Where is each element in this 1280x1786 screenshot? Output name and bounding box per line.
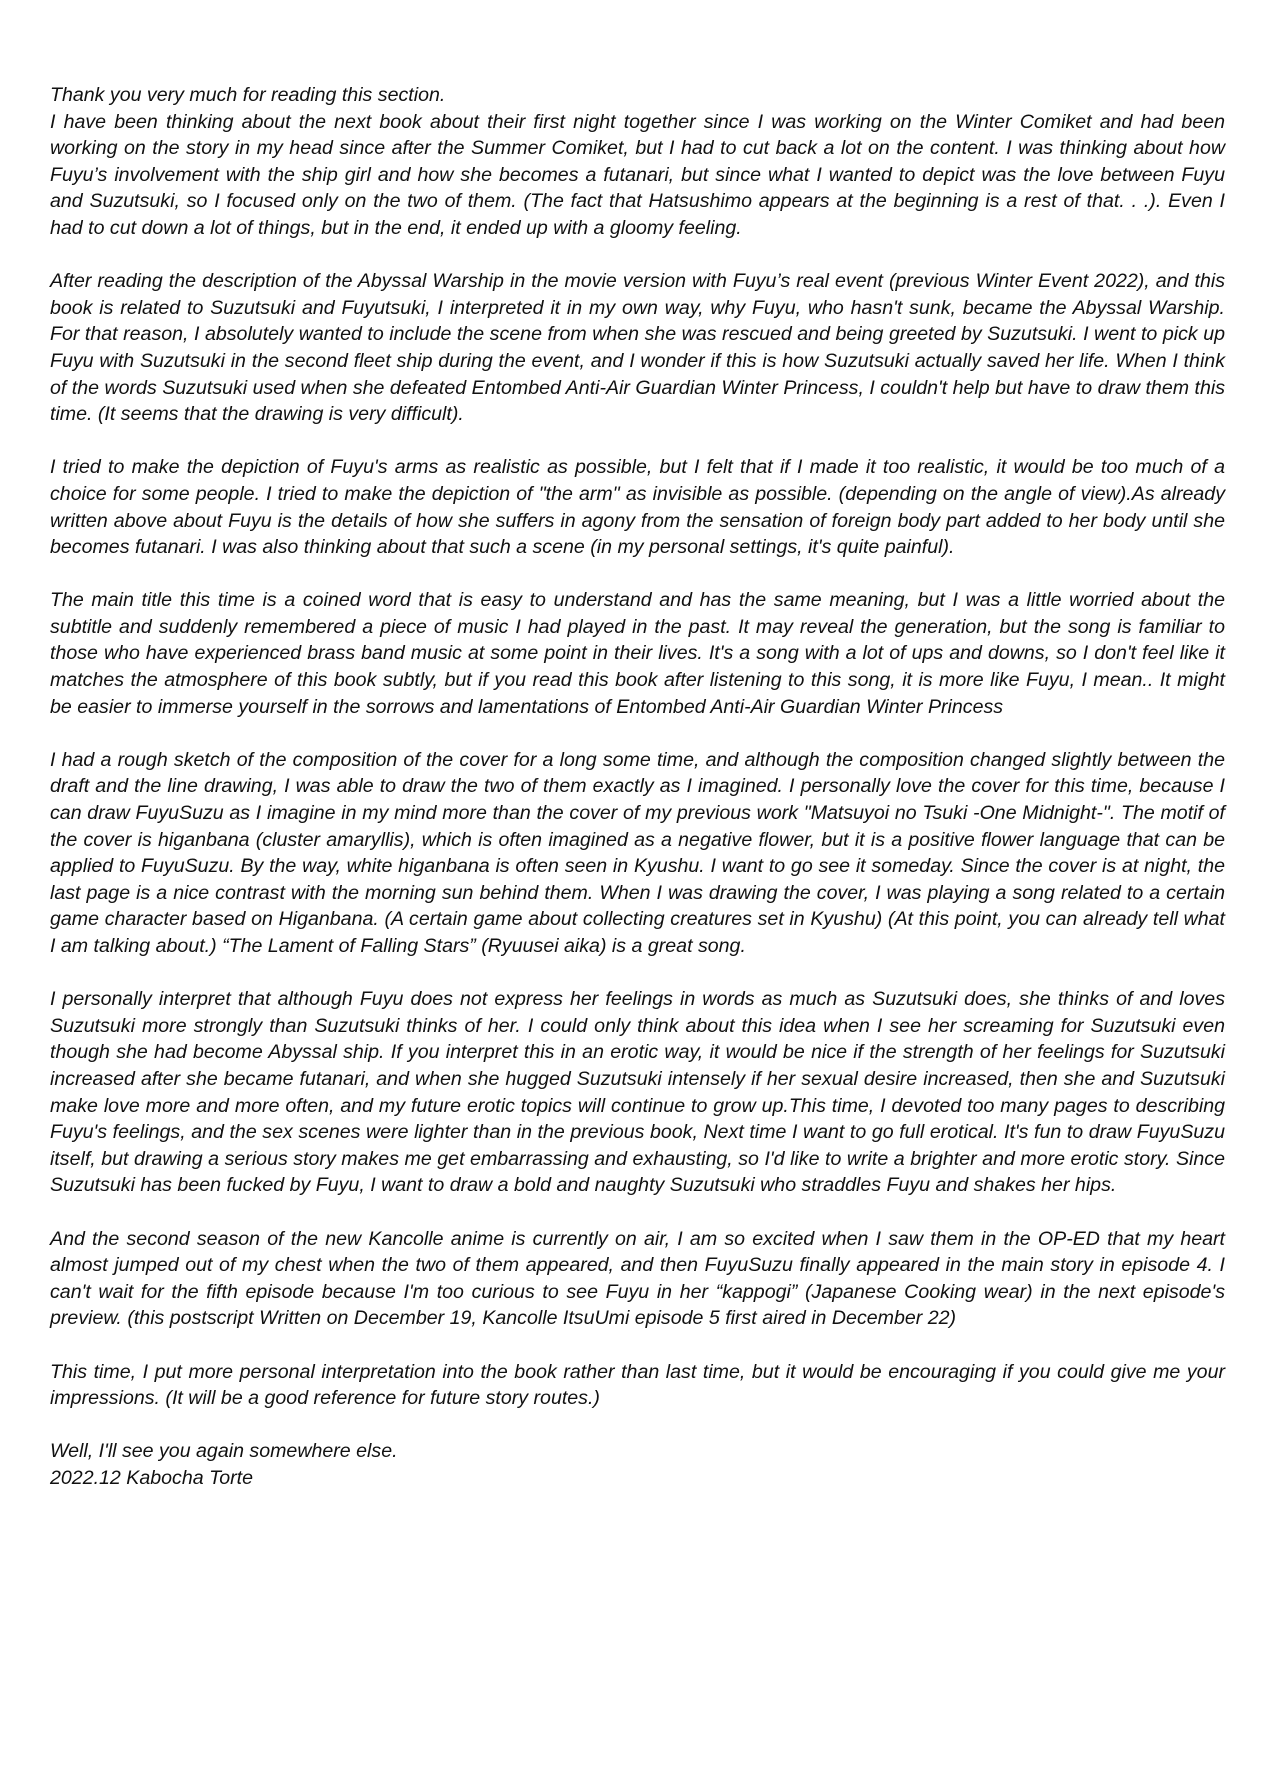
afterword-paragraph xyxy=(50,82,1225,242)
afterword-paragraph: I tried to make the depiction of Fuyu's arms as realistic as possible, but I felt that if I made it too realistic, it would be too much of a choice for some people. I tried to make the depiction of "the arm" as invisible as possible. (depending on the angle of view).As already written above about Fuyu is the details of how she suffers in agony from the sensation of foreign body part added to her body until she becomes futanari. I was also thinking about that such a scene (in my personal settings, it's quite painful). xyxy=(50,456,1225,559)
afterword-paragraph: I personally interpret that although Fuyu does not express her feelings in words as much as Suzutsuki does, she thinks of and loves Suzutsuki more strongly than Suzutsuki thinks of her. I could only think about this idea when I see her screaming for Suzutsuki even though she had become Abyssal ship. If you interpret this in an erotic way, it would be nice if the strength of her feelings for Suzutsuki increased after she became futanari, and when she hugged Suzutsuki intensely if her sexual desire increased, then she and Suzutsuki make love more and more often, and my future erotic topics will continue to grow up.This time, I devoted too many pages to describing Fuyu's feelings, and the sex scenes were lighter than in the previous book, Next time I want to go full erotical. It's fun to draw FuyuSuzu itself, but drawing a serious story makes me get embarrassing and exhausting, so I'd like to write a brighter and more erotic story. Since Suzutsuki has been fucked by Fuyu, I want to draw a bold and naughty Suzutsuki who straddles Fuyu and shakes her hips. xyxy=(50,988,1225,1197)
paragraph-text: I have been thinking about the next book about their first night together since I was working on the Winter Comiket and had been working on the story in my head since after the Summer Comiket, but I had to cut back a lot on the content. I was thinking about how Fuyu’s involvement with the ship girl and how she becomes a futanari, but since what I wanted to depict was the love between Fuyu and Suzutsuki, so I focused only on the two of them. (The fact that Hatsushimo appears at the beginning is a rest of that. . .). Even I had to cut down a lot of things, but in the end, it ended up with a gloomy feeling. xyxy=(50,110,1225,239)
date-author-line: 2022.12 Kabocha Torte xyxy=(50,1466,253,1489)
closing-signature xyxy=(50,1438,1225,1491)
afterword-paragraph: The main title this time is a coined word that is easy to understand and has the same meaning, but I was a little worried about the subtitle and suddenly remembered a piece of music I had played in the past. It may reveal the generation, but the song is familiar to those who have experienced brass band music at some point in their lives. It's a song with a lot of ups and downs, so I don't feel like it matches the atmosphere of this book subtly, but if you read this book after listening to this song, it is more like Fuyu, I mean.. It might be easier to immerse yourself in the sorrows and lamentations of Entombed Anti-Air Guardian Winter Princess xyxy=(50,589,1225,718)
afterword-paragraph: This time, I put more personal interpretation into the book rather than last time, but it would be encouraging if you could give me your impressions. (It will be a good reference for future story routes.) xyxy=(50,1360,1225,1410)
afterword-paragraph: I had a rough sketch of the composition of the cover for a long some time, and although the composition changed slightly between the draft and the line drawing, I was able to draw the two of them exactly as I imagined. I personally love the cover for this time, because I can draw FuyuSuzu as I imagine in my mind more than the cover of my previous work "Matsuyoi no Tsuki -One Midnight-". The motif of the cover is higanbana (cluster amaryllis), which is often imagined as a negative flower, but it is a positive flower language that can be applied to FuyuSuzu. By the way, white higanbana is often seen in Kyushu. I want to go see it someday. Since the cover is at night, the last page is a nice contrast with the morning sun behind them. When I was drawing the cover, I was playing a song related to a certain game character based on Higanbana. (A certain game about collecting creatures set in Kyushu) (At this point, you can already tell what I am talking about.) “The Lament of Falling Stars” (Ryuusei aika) is a great song. xyxy=(50,748,1225,957)
afterword-page xyxy=(50,82,1225,1491)
farewell-line: Well, I'll see you again somewhere else. xyxy=(50,1440,398,1463)
afterword-paragraph: And the second season of the new Kancolle anime is currently on air, I am so excited when I saw them in the OP-ED that my heart almost jumped out of my chest when the two of them appeared, and then FuyuSuzu finally appeared in the main story in episode 4. I can't wait for the fifth episode because I'm too curious to see Fuyu in her “kappogi” (Japanese Cooking wear) in the next episode's preview. (this postscript Written on December 19, Kancolle ItsuUmi episode 5 first aired in December 22) xyxy=(50,1227,1225,1330)
opening-line: Thank you very much for reading this section. xyxy=(50,84,446,106)
afterword-paragraph: After reading the description of the Abyssal Warship in the movie version with Fuyu’s real event (previous Winter Event 2022), and this book is related to Suzutsuki and Fuyutsuki, I interpreted it in my own way, why Fuyu, who hasn't sunk, became the Abyssal Warship. For that reason, I absolutely wanted to include the scene from when she was rescued and being greeted by Suzutsuki. I went to pick up Fuyu with Suzutsuki in the second fleet ship during the event, and I wonder if this is how Suzutsuki actually saved her life. When I think of the words Suzutsuki used when she defeated Entombed Anti-Air Guardian Winter Princess, I couldn't help but have to draw them this time. (It seems that the drawing is very difficult). xyxy=(50,270,1225,426)
